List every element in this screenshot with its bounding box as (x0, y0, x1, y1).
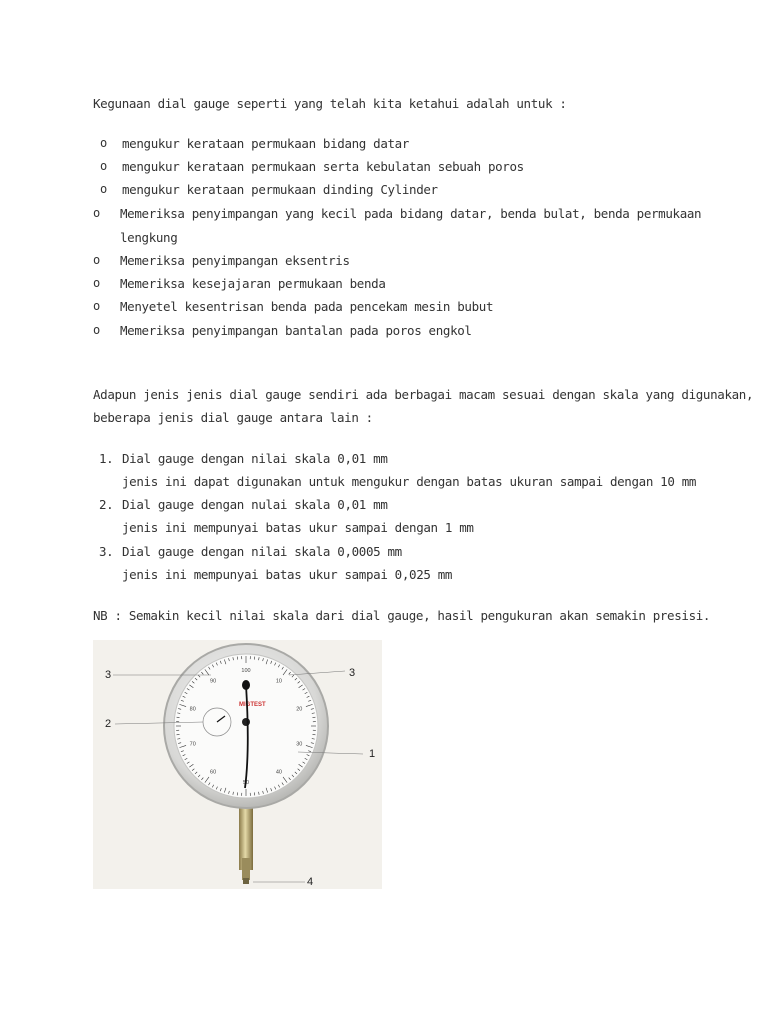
dial-number: 70 (189, 741, 196, 748)
dial-number: 50 (242, 780, 250, 786)
list-item: Memeriksa penyimpangan bantalan pada poros engkol (120, 323, 472, 338)
list-number: 2. (99, 497, 114, 512)
dial-number: 30 (296, 741, 303, 748)
type-title: Dial gauge dengan nilai skala 0,01 mm (122, 451, 388, 466)
dial-number: 40 (275, 769, 282, 776)
list-item: mengukur kerataan permukaan dinding Cylinder (122, 182, 438, 197)
dial-number: 20 (296, 706, 303, 713)
list-number: 1. (99, 451, 114, 466)
gauge-spindle (242, 858, 250, 880)
note-text: NB : Semakin kecil nilai skala dari dial gauge, hasil pengukuran akan semakin presisi. (93, 608, 711, 623)
dial-number: 100 (241, 668, 251, 674)
list-bullet: o (93, 276, 101, 290)
type-desc: jenis ini mempunyai batas ukur sampai 0,025 mm (122, 567, 453, 582)
list-bullet: o (93, 323, 101, 337)
type-title: Dial gauge dengan nulai skala 0,01 mm (122, 497, 388, 512)
dial-number: 10 (275, 678, 282, 685)
gauge-tip (243, 878, 249, 884)
list-item: mengukur kerataan permukaan serta kebulatan sebuah poros (122, 159, 524, 174)
types-intro-line1: Adapun jenis jenis dial gauge sendiri ada berbagai macam sesuai dengan skala yang digunakan, (93, 387, 754, 402)
dial-gauge-illustration (93, 640, 382, 889)
type-title: Dial gauge dengan nilai skala 0,0005 mm (122, 544, 402, 559)
list-bullet: o (100, 182, 108, 196)
list-number: 3. (99, 544, 114, 559)
list-item-continuation: lengkung (120, 230, 178, 245)
list-bullet: o (100, 159, 108, 173)
dial-gauge-figure (93, 640, 382, 889)
list-item: Memeriksa kesejajaran permukaan benda (120, 276, 386, 291)
type-desc: jenis ini mempunyai batas ukur sampai dengan 1 mm (122, 520, 474, 535)
needle-hub (242, 718, 250, 726)
list-bullet: o (93, 299, 101, 313)
callout-label: 1 (369, 748, 376, 760)
list-bullet: o (100, 136, 108, 150)
type-desc: jenis ini dapat digunakan untuk mengukur dengan batas ukuran sampai dengan 10 mm (122, 474, 697, 489)
callout-label: 2 (105, 718, 112, 730)
types-intro-line2: beberapa jenis dial gauge antara lain : (93, 410, 373, 425)
list-bullet: o (93, 253, 101, 267)
callout-label: 4 (307, 876, 314, 888)
dial-number: 90 (210, 678, 217, 685)
callout-label: 3 (105, 669, 112, 681)
list-item: Memeriksa penyimpangan eksentris (120, 253, 350, 268)
callout-label: 3 (349, 667, 356, 679)
list-item: Menyetel kesentrisan benda pada pencekam mesin bubut (120, 299, 494, 314)
brand-label: MIGTEST (239, 702, 266, 708)
dial-number: 80 (189, 706, 196, 713)
dial-number: 60 (210, 769, 217, 776)
list-bullet: o (93, 206, 101, 220)
list-item: mengukur kerataan permukaan bidang datar (122, 136, 410, 151)
intro-text: Kegunaan dial gauge seperti yang telah kita ketahui adalah untuk : (93, 96, 567, 111)
list-item: Memeriksa penyimpangan yang kecil pada bidang datar, benda bulat, benda permukaan (120, 206, 702, 221)
